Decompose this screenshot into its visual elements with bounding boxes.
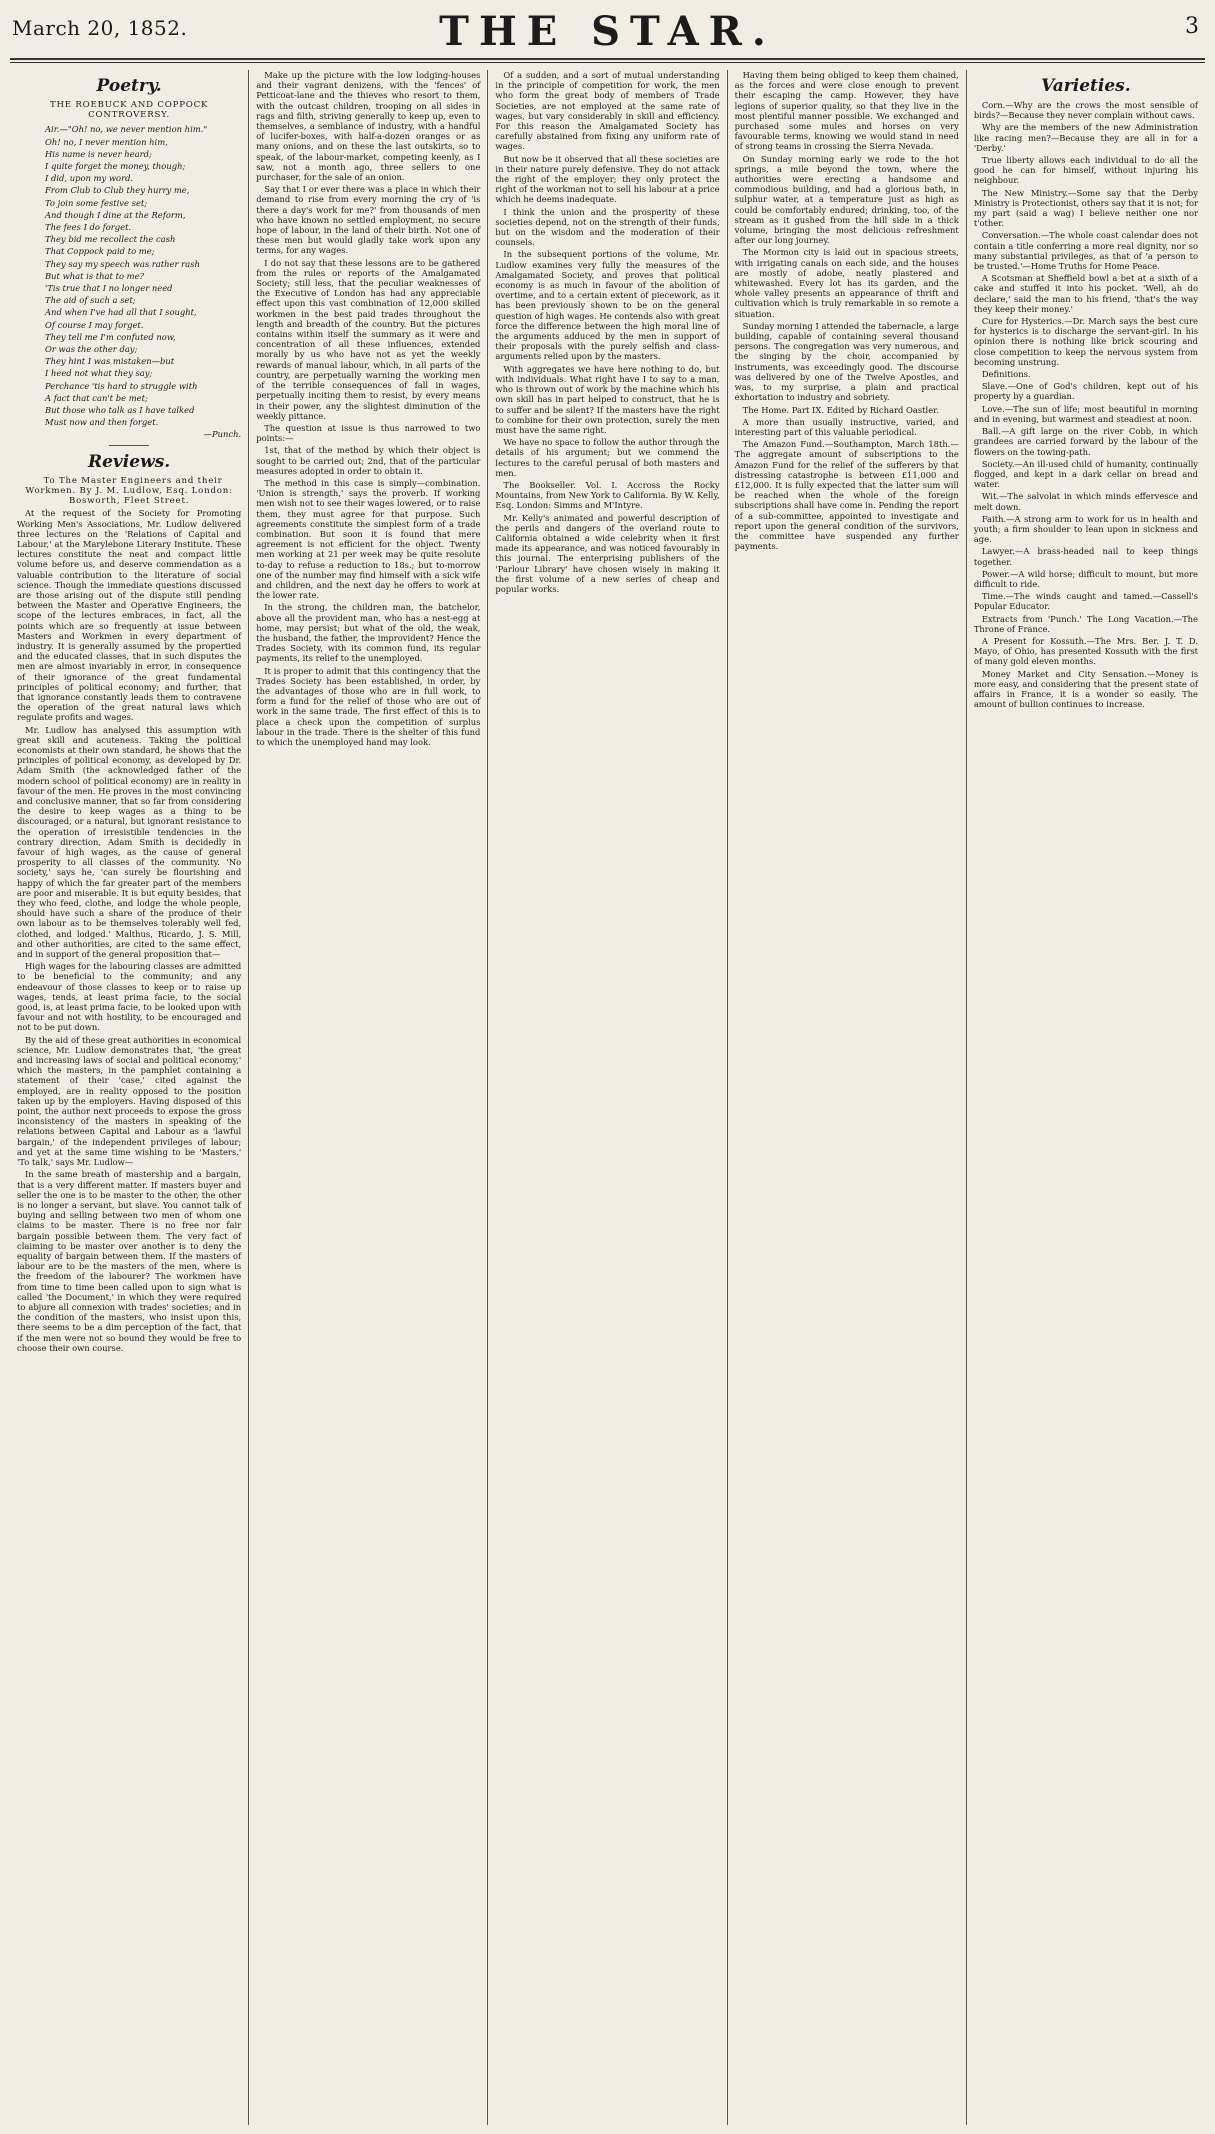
masthead-rule-thick [10, 58, 1205, 60]
poem-line: 'Tis true that I no longer need [45, 283, 173, 294]
article-paragraph: Of a sudden, and a sort of mutual understanding in the principle of competition for work, the men who form the great body of members of Trade Societies, are not employed at the same rate of wages, but vary considerably in skill and efficiency. For this reason the Amalgamated Society has carefully abstained from fixing any uniform rate of wages. [495, 70, 720, 152]
article-paragraph: Mr. Ludlow has analysed this assumption with great skill and acuteness. Taking the political economists at their own standard, he shows that the principles of political economy, as developed by Dr. Adam Smith (the acknowledged father of the modern school of political economy) are in reality in favour of the men. He proves in the most convincing and conclusive manner, that so far from considering the desire to keep wages as a thing to be discouraged, or a natural, but ignorant resistance to the operation of irresistible tendencies in the contrary direction, Adam Smith is decidedly in favour of high wages, as the cause of general prosperity to all classes of the community. 'No society,' says he, 'can surely be flourishing and happy of which the far greater part of the members are poor and miserable. It is but equity besides, that they who feed, clothe, and lodge the whole people, should have such a share of the produce of their own labour as to be themselves tolerably well fed, clothed, and lodged.' Malthus, Ricardo, J. S. Mill, and other authorities, are cited to the same effect, and in support of the general proposition that— [17, 724, 242, 960]
article-paragraph: The Bookseller. Vol. I. Accross the Rocky Mountains, from New York to California. By W. Kelly, Esq. London: Simms and M'Intyre. [495, 479, 720, 511]
poem-line: And when I've had all that I sought, [45, 307, 197, 318]
article-paragraph: I do not say that these lessons are to be gathered from the rules or reports of the Amalgamated Society; still less, that the peculiar weaknesses of the Executive of London has had any appreciable effect upon this vast combination of 12,000 skilled workmen in the best paid trades throughout the length and breadth of the country. But the pictures contains within itself the summary as it were and concentration of all these influences, extended morally by us who have not as yet the weekly rewards of manual labour, which, in all parts of the country, are perpetually warning the working men of the terrible consequences of fall in wages, perpetually inciting them to resist, by every means in their power, any the slightest diminution of the weekly pittance. [256, 257, 481, 421]
newspaper-title: THE STAR. [439, 8, 776, 55]
article-paragraph: A more than usually instructive, varied, and interesting part of this valuable periodical. [734, 416, 959, 437]
article-paragraph: The New Ministry.—Some say that the Derby Ministry is Protectionist, others say that it is not; for my part (said a wag) I believe neither one nor t'other. [973, 187, 1199, 229]
article-paragraph: True liberty allows each individual to do all the good he can for himself, without injuring his neighbour. [973, 155, 1199, 186]
poem-line: I quite forget the money, though; [45, 161, 186, 172]
poem-line: But what is that to me? [45, 270, 145, 281]
poem-line: Oh! no, I never mention him, [45, 136, 168, 147]
article-paragraph: Conversation.—The whole coast calendar does not contain a title conferring a more real dignity, nor so many substantial privileges, as that of 'a person to be trusted.'—Home Truths for Home Peace. [973, 230, 1199, 272]
article-paragraph: Faith.—A strong arm to work for us in health and youth; a firm shoulder to lean upon in sickness and age. [973, 513, 1199, 545]
article-paragraph: The Mormon city is laid out in spacious streets, with irrigating canals on each side, and the houses are mostly of adobe, neatly plastered and whitewashed. Every lot has its garden, and the whole valley presents an appearance of thrift and cultivation which is truly remarkable in so remote a situation. [734, 247, 959, 319]
article-paragraph: Mr. Kelly's animated and powerful description of the perils and dangers of the overland route to California obtained a wide celebrity when it first made its appearance, and was noticed favourably in this journal. The enterprising publishers of the 'Parlour Library' have chosen wisely in making it the first volume of a new series of cheap and popular works. [495, 512, 720, 594]
column-3 [488, 70, 727, 2125]
newspaper-columns [10, 70, 1205, 2125]
article-paragraph: The Amazon Fund.—Southampton, March 18th.—The aggregate amount of subscriptions to the Amazon Fund for the relief of the sufferers by that distressing catastrophe is between £11,000 and £12,000. It is fully expected that the latter sum will be reached when the whole of the foreign subscriptions shall have come in. Pending the report of a sub-committee, appointed to investigate and report upon the general condition of the survivors, the committee have suspended any further payments. [734, 439, 959, 552]
section-heading: Reviews. [87, 451, 171, 472]
article-paragraph: Time.—The winds caught and tamed.—Cassell's Popular Educator. [973, 591, 1199, 612]
issue-date: March 20, 1852. [12, 16, 188, 40]
article-paragraph: Lawyer.—A brass-headed nail to keep things together. [973, 546, 1199, 567]
article-paragraph: In the same breath of mastership and a bargain, that is a very different matter. If masters buyer and seller the one is to be master to the other, the other is no longer a servant, but slave. You cannot talk of buying and selling between two men of whom one claims to be master. There is no free nor fair bargain possible between them. The very fact of claiming to be master over another is to deny the equality of bargain between them. If the masters of labour are to be the masters of the men, where is the freedom of the labourer? The workmen have from time to time been called upon to sign what is called 'the Document,' in which they were required to abjure all connexion with trades' societies; and in the condition of the masters, who insist upon this, there seems to be a dim perception of the fact, that if the men were not so bound they would be free to choose their own course. [17, 1169, 242, 1353]
poem-line: They hint I was mistaken—but [45, 356, 175, 367]
article-paragraph: The Home. Part IX. Edited by Richard Oastler. [742, 404, 939, 415]
poem-line: Perchance 'tis hard to struggle with [45, 380, 198, 391]
column-5 [967, 70, 1205, 2125]
article-paragraph: Say that I or ever there was a place in which their demand to rise from every morning the cry of 'is there a day's work for me?' from thousands of men who have known no settled employment, no secure hope of labour, in the land of their birth. Not one of these men but would gladly take work upon any terms, for any wages. [256, 184, 481, 256]
article-paragraph: We have no space to follow the author through the details of his argument; but we commend the lectures to the careful perusal of both masters and men. [495, 437, 720, 478]
article-paragraph: Corn.—Why are the crows the most sensible of birds?—Because they never complain without caws. [973, 100, 1199, 121]
section-subheading: THE ROEBUCK AND COPPOCK CONTROVERSY. [49, 100, 209, 121]
section-divider [109, 445, 149, 446]
masthead-rule-thin [10, 62, 1205, 63]
poem-line: Or was the other day; [45, 344, 138, 355]
article-paragraph: Why are the members of the new Administration like racing men?—Because they are all in for a 'Derby.' [973, 122, 1199, 153]
article-paragraph: Definitions. [981, 369, 1031, 380]
article-paragraph: In the subsequent portions of the volume, Mr. Ludlow examines very fully the measures of the Amalgamated Society, and proves that political economy is as much in favour of the abolition of overtime, and to a certain extent of piecework, as it has been previously shown to be on the general question of high wages. He contends also with great force the difference between the high moral line of the arguments adduced by the men in support of their proposals with the purely selfish and class-arguments relied upon by the masters. [495, 249, 720, 362]
poem-line: I did, upon my word. [45, 173, 134, 184]
poem-line: They say my speech was rather rash [45, 258, 200, 269]
article-paragraph: The question at issue is thus narrowed to two points:— [256, 422, 481, 444]
article-paragraph: Having them being obliged to keep them chained, as the forces and were close enough to prevent their escaping the camp. However, they have legions of superior quality, so that they live in the most plentiful manner possible. We exchanged and purchased some mules and horses on very favourable terms, knowing we would stand in need of strong teams in crossing the Sierra Nevada. [734, 70, 959, 152]
article-paragraph: Wit.—The salvolat in which minds effervesce and melt down. [973, 491, 1199, 512]
poem-line: I heed not what they say; [45, 368, 153, 379]
article-paragraph: The method in this case is simply—combination. 'Union is strength,' says the proverb. If working men wish not to see their wages lowered, or to raise them, they must agree for that purpose. Such agreements constitute the simplest form of a trade combination. But soon it is found that mere agreement is not efficient for the object. Twenty men working at 21 per week may be quite resolute to-day to refuse a reduction to 18s.; but to-morrow one of the number may find himself with a sick wife and children, and the next day he offers to work at the lower rate. [256, 477, 481, 601]
article-paragraph: A Scotsman at Sheffield bowl a bet at a sixth of a cake and stuffed it into his pocket. 'Well, ah do declare,' said the man to his friend, 'that's the way they keep their money.' [973, 273, 1199, 314]
poem-line: His name is never heard; [45, 148, 152, 159]
article-paragraph: Make up the picture with the low lodging-houses and their vagrant denizens, with the 'fences' of Petticoat-lane and the thieves who resort to them, with the outcast children, trooping on all sides in rags and filth, striving generally to keep up, even to themselves, a semblance of industry, with a handful of lucifer-boxes, with half-a-dozen oranges or as many onions, and on these the last outskirts, so to speak, of the labour-market, competing keenly, as I saw, not a month ago, three sellers to one purchaser, for the sale of an onion. [256, 70, 481, 183]
section-heading: Poetry. [96, 76, 162, 96]
article-paragraph: Sunday morning I attended the tabernacle, a large building, capable of containing several thousand persons. The congregation was very numerous, and the singing by the choir, accompanied by instruments, was exceedingly good. The discourse was delivered by one of the Twelve Apostles, and was, to my surprise, a plain and practical exhortation to industry and sobriety. [734, 320, 959, 403]
article-paragraph: Money Market and City Sensation.—Money is more easy, and considering that the present state of affairs in France, it is a wonder so easily. The amount of bullion continues to increase. [973, 668, 1199, 710]
article-paragraph: With aggregates we have here nothing to do, but with individuals. What right have I to say to a man, who is thrown out of work by the machine which his own skill has in part helped to construct, that he is to suffer and be silent? If the masters have the right to combine for their own protection, surely the men must have the same right. [495, 363, 720, 435]
column-1 [10, 70, 249, 2125]
page-number: 3 [1185, 14, 1199, 39]
article-paragraph: 1st, that of the method by which their object is sought to be carried out; 2nd, that of the particular measures adopted in order to obtain it. [256, 445, 481, 476]
article-paragraph: Extracts from 'Punch.' The Long Vacation.—The Throne of France. [973, 613, 1199, 634]
article-paragraph: Power.—A wild horse; difficult to mount, but more difficult to ride. [973, 568, 1199, 589]
review-title: To The Master Engineers and their Workmen. By J. M. Ludlow, Esq. London: Bosworth, Fleet Street. [25, 475, 233, 507]
section-heading: Varieties. [1041, 76, 1131, 96]
poem-line: The aid of such a set; [45, 295, 136, 306]
column-4 [728, 70, 967, 2125]
column-2 [249, 70, 488, 2125]
masthead [0, 0, 1215, 62]
poem-line: They tell me I'm confuted now, [45, 331, 176, 342]
poem-line: A fact that can't be met; [45, 392, 148, 403]
article-paragraph: Ball.—A gift large on the river Cobb, in which grandees are carried forward by the labour of the flowers on the towing-path. [973, 426, 1199, 457]
article-paragraph: High wages for the labouring classes are admitted to be beneficial to the community; and any endeavour of those classes to keep or to raise up wages, tends, at least prima facie, to the social good, is, at least prima facie, to be looked upon with favour and not with hostility, to be encouraged and not to be put down. [17, 961, 242, 1033]
poem-line: Must now and then forget. [45, 417, 159, 428]
poem-line: To join some festive set; [45, 197, 148, 208]
article-paragraph: Society.—An ill-used child of humanity, continually flogged, and kept in a dark cellar on bread and water. [973, 458, 1199, 490]
article-paragraph: Cure for Hysterics.—Dr. March says the best cure for hysterics is to discharge the servant-girl. In his opinion there is nothing like brick scouring and close competition to keep the nervous system from becoming unstrung. [973, 316, 1199, 367]
poem-line: But those who talk as I have talked [45, 405, 195, 416]
poem-line: And though I dine at the Reform, [45, 209, 186, 220]
poem-credit: —Punch. [203, 429, 242, 440]
article-paragraph: A Present for Kossuth.—The Mrs. Ber. J. T. D. Mayo, of Ohio, has presented Kossuth with the first of many gold eleven months. [973, 635, 1199, 667]
poem-line: They bid me recollect the cash [45, 234, 176, 245]
article-paragraph: It is proper to admit that this contingency that the Trades Society has been established, in order, by the advantages of those who are in full work, to form a fund for the relief of those who are out of work in the same trade. The first effect of this is to place a check upon the competition of surplus labour in the trade. There is the shelter of this fund to which the unemployed hand may look. [256, 665, 481, 747]
article-paragraph: I think the union and the prosperity of these societies depend, not on the strength of their funds, but on the wisdom and the moderation of their counsels. [495, 206, 720, 248]
poem-line: Of course I may forget. [45, 319, 144, 330]
article-paragraph: Love.—The sun of life; most beautiful in morning and in evening, but warmest and steadiest at noon. [973, 403, 1199, 424]
article-paragraph: But now be it observed that all these societies are in their nature purely defensive. They do not attack the right of the employer; they only protect the right of the workman not to sell his labour at a price which he deems inadequate. [495, 153, 720, 205]
article-paragraph: On Sunday morning early we rode to the hot springs, a mile beyond the town, where the authorities were erecting a handsome and commodious building, and had a glorious bath, in sulphur water, at a temperature just as high as could be comfortably endured; drinking, too, of the stream as it gushed from the hill side in a thick volume, bringing the most delicious refreshment after our long journey. [734, 153, 959, 246]
article-paragraph: Slave.—One of God's children, kept out of his property by a guardian. [973, 381, 1199, 402]
poem-line: From Club to Club they hurry me, [45, 185, 190, 196]
article-paragraph: By the aid of these great authorities in economical science, Mr. Ludlow demonstrates that, 'the great and increasing laws of social and political economy,' which the masters, in the pamphlet containing a statement of their 'case,' cited against the employed, are in reality opposed to the position taken up by the employers. Having disposed of this point, the author next proceeds to expose the gross inconsistency of the masters in speaking of the relations between Capital and Labour as a 'lawful bargain,' of the independent privileges of labour; and yet at the same time wishing to be 'Masters.' 'To talk,' says Mr. Ludlow— [17, 1034, 242, 1168]
poem-line: Air.—"Oh! no, we never mention him." [45, 124, 208, 135]
poem-line: That Coppock paid to me; [45, 246, 155, 257]
article-paragraph: In the strong, the children man, the batchelor, above all the provident man, who has a nest-egg at home, may persist; but what of the old, the weak, the husband, the father, the improvident? Hence the Trades Society, with its common fund, its regular payments, its relief to the unemployed. [256, 602, 481, 664]
poem-line: The fees I do forget. [45, 222, 132, 233]
article-paragraph: At the request of the Society for Promoting Working Men's Associations, Mr. Ludlow delivered three lectures on the 'Relations of Capital and Labour,' at the Marylebone Literary Institute. These lectures constitute the neat and compact little volume before us, and deserve commendation as a valuable contribution to the literature of social science. Though the immediate questions discussed are those arising out of the dispute still pending between the Master and Operative Engineers, the scope of the lectures embraces, in fact, all the points which are so frequently at issue between Masters and Workmen in every department of industry. It is generally assumed by the propertied and the educated classes, that in such disputes the men are almost invariably in error, in consequence of their ignorance of the great fundamental principles of political economy; and further, that that ignorance constantly leads them to contravene the operation of the great natural laws which regulate profits and wages. [17, 508, 242, 723]
